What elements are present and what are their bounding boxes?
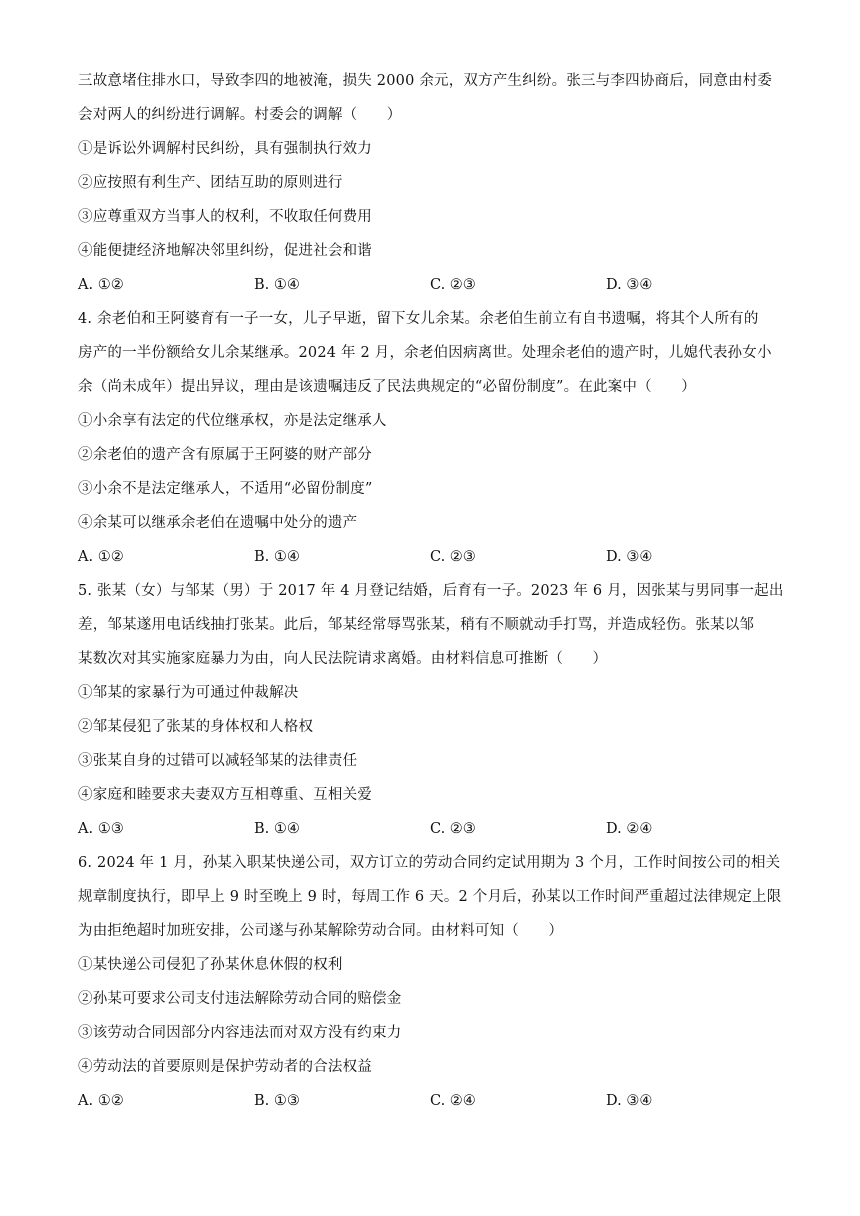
q4-statement-1: ①小余享有法定的代位继承权，亦是法定继承人	[78, 413, 387, 429]
q5-option-b[interactable]: B. ①④	[254, 821, 300, 837]
q6-stem-line-1: 6. 2024 年 1 月，孙某入职某快递公司，双方订立的劳动合同约定试用期为 3 个月，工作时间按公司的相关	[78, 855, 781, 871]
q5-stem-line-3: 某数次对其实施家庭暴力为由，向人民法院请求离婚。由材料信息可推断（ ）	[78, 651, 608, 667]
q6-statement-1: ①某快递公司侵犯了孙某休息休假的权利	[78, 957, 343, 973]
q4-stem-line-2: 房产的一半份额给女儿余某继承。2024 年 2 月，余老伯因病离世。处理余老伯的遗产时，儿媳代表孙女小	[78, 345, 772, 361]
q4-stem-line-3: 余（尚未成年）提出异议，理由是该遗嘱违反了民法典规定的“必留份制度”。在此案中（ ）	[78, 379, 696, 395]
q5-statement-4: ④家庭和睦要求夫妻双方互相尊重、互相关爱	[78, 787, 372, 803]
q3-statement-3: ③应尊重双方当事人的权利，不收取任何费用	[78, 209, 372, 225]
q3-option-d[interactable]: D. ③④	[606, 277, 653, 293]
q6-stem-line-2: 规章制度执行，即早上 9 时至晚上 9 时，每周工作 6 天。2 个月后，孙某以工作时间严重超过法律规定上限	[78, 889, 782, 905]
q3-statement-4: ④能便捷经济地解决邻里纠纷，促进社会和谐	[78, 243, 372, 259]
q5-stem-line-1: 5. 张某（女）与邹某（男）于 2017 年 4 月登记结婚，后育有一子。2023 年 6 月，因张某与男同事一起出	[78, 583, 784, 599]
q6-statement-3: ③该劳动合同因部分内容违法而对双方没有约束力	[78, 1025, 402, 1041]
q3-statement-1: ①是诉讼外调解村民纠纷，具有强制执行效力	[78, 141, 372, 157]
q4-option-c[interactable]: C. ②③	[430, 549, 476, 565]
q6-statement-2: ②孙某可要求公司支付违法解除劳动合同的赔偿金	[78, 991, 402, 1007]
q5-statement-1: ①邹某的家暴行为可通过仲裁解决	[78, 685, 299, 701]
q3-option-c[interactable]: C. ②③	[430, 277, 476, 293]
q3-option-b[interactable]: B. ①④	[254, 277, 300, 293]
q4-option-a[interactable]: A. ①②	[78, 549, 124, 565]
q6-option-b[interactable]: B. ①③	[254, 1093, 300, 1109]
q4-option-b[interactable]: B. ①④	[254, 549, 300, 565]
q5-statement-2: ②邹某侵犯了张某的身体权和人格权	[78, 719, 314, 735]
q4-option-d[interactable]: D. ③④	[606, 549, 653, 565]
q6-statement-4: ④劳动法的首要原则是保护劳动者的合法权益	[78, 1059, 372, 1075]
q6-option-c[interactable]: C. ②④	[430, 1093, 476, 1109]
q3-stem-line-2: 会对两人的纠纷进行调解。村委会的调解（ ）	[78, 107, 402, 123]
q5-stem-line-2: 差，邹某遂用电话线抽打张某。此后，邹某经常辱骂张某，稍有不顺就动手打骂，并造成轻伤。张某以邹	[78, 617, 755, 633]
q6-option-d[interactable]: D. ③④	[606, 1093, 653, 1109]
q4-statement-3: ③小余不是法定继承人，不适用“必留份制度”	[78, 481, 373, 497]
q4-statement-4: ④余某可以继承余老伯在遗嘱中处分的遗产	[78, 515, 358, 531]
q3-stem-line-1: 三故意堵住排水口，导致李四的地被淹，损失 2000 余元，双方产生纠纷。张三与李四协商后，同意由村委	[78, 73, 773, 89]
q4-statement-2: ②余老伯的遗产含有原属于王阿婆的财产部分	[78, 447, 372, 463]
q3-statement-2: ②应按照有利生产、团结互助的原则进行	[78, 175, 343, 191]
q6-option-a[interactable]: A. ①②	[78, 1093, 124, 1109]
q5-option-c[interactable]: C. ②③	[430, 821, 476, 837]
q5-option-a[interactable]: A. ①③	[78, 821, 124, 837]
q6-stem-line-3: 为由拒绝超时加班安排，公司遂与孙某解除劳动合同。由材料可知（ ）	[78, 923, 564, 939]
q5-statement-3: ③张某自身的过错可以减轻邹某的法律责任	[78, 753, 358, 769]
q3-option-a[interactable]: A. ①②	[78, 277, 124, 293]
q4-stem-line-1: 4. 余老伯和王阿婆育有一子一女，儿子早逝，留下女儿余某。余老伯生前立有自书遗嘱，将其个人所有的	[78, 311, 759, 327]
q5-option-d[interactable]: D. ②④	[606, 821, 653, 837]
